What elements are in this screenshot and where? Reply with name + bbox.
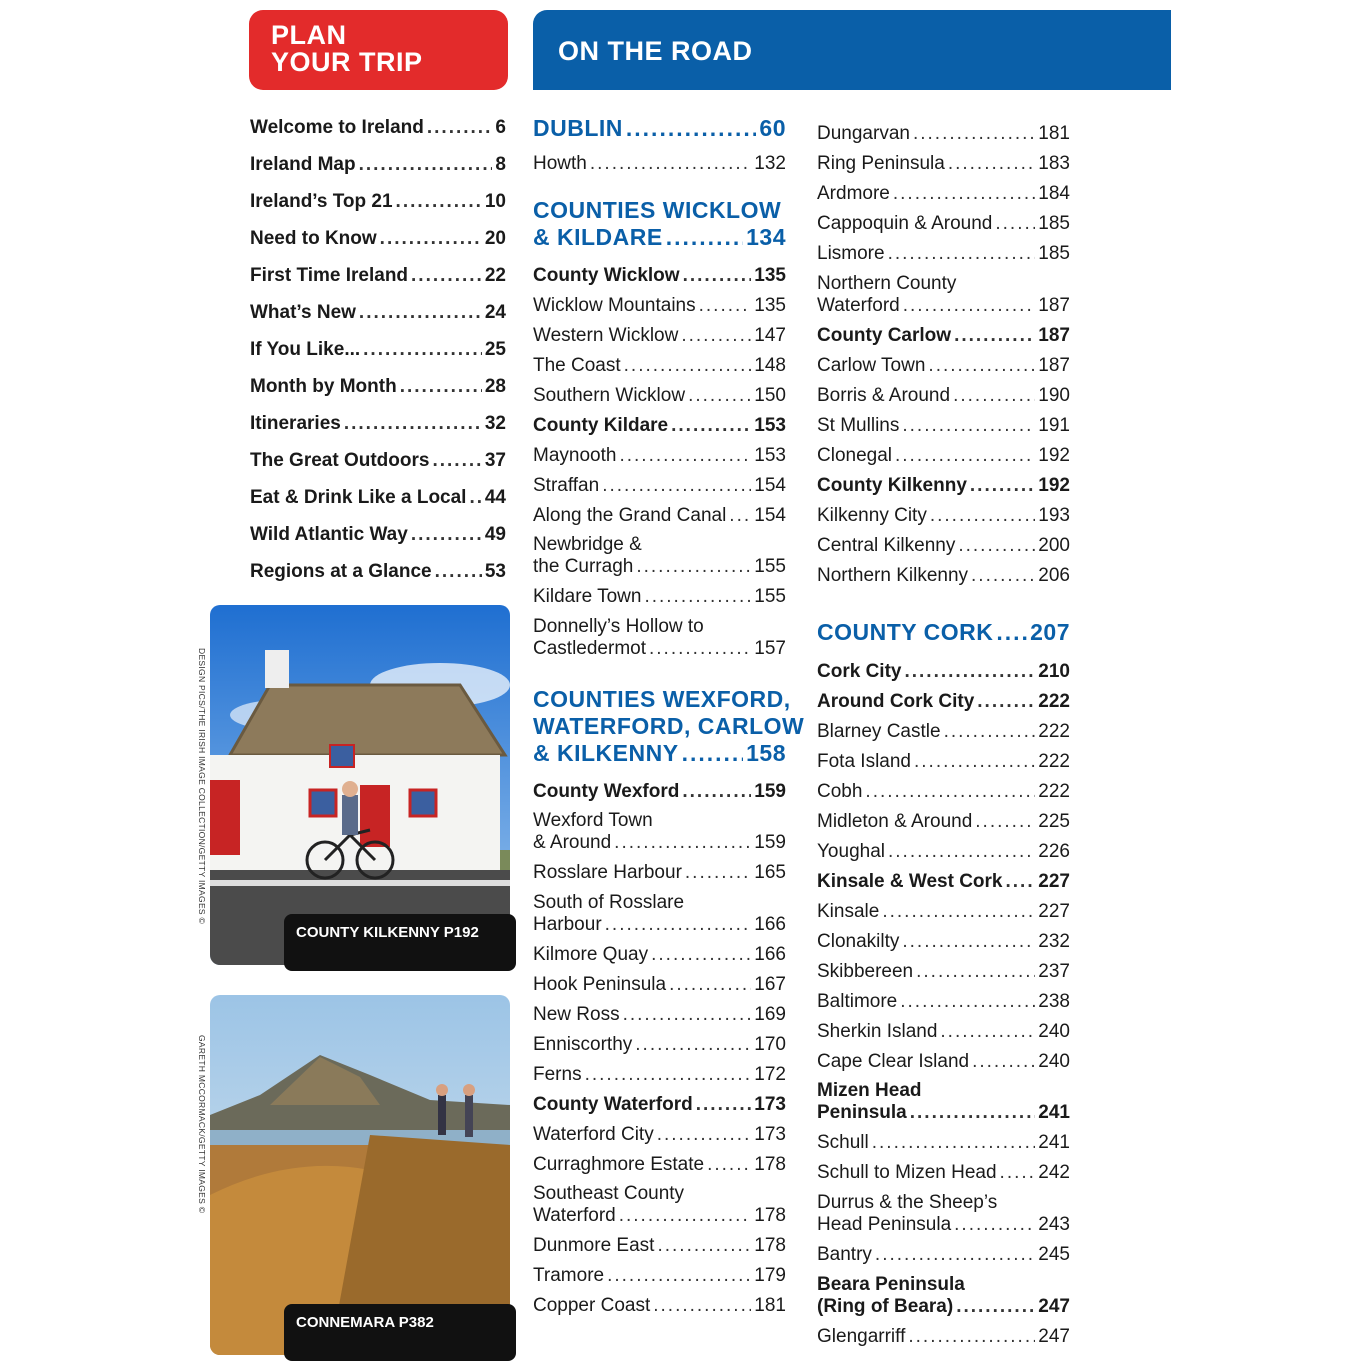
toc-entry-bantry: Bantry ..... 245 <box>817 1236 1070 1266</box>
toc-entry-enniscorthy: Enniscorthy ..... 170 <box>533 1026 786 1056</box>
toc-entry-newbridge: Newbridge & the Curragh ..... 155 <box>533 534 786 578</box>
toc-entry-wicklow-mountains: Wicklow Mountains ..... 135 <box>533 287 786 317</box>
toc-entry-rosslare: Rosslare Harbour ..... 165 <box>533 854 786 884</box>
connemara-photo-svg <box>210 995 510 1355</box>
toc-entry-ring-peninsula: Ring Peninsula ..... 183 <box>817 145 1070 175</box>
photo-caption-connemara: CONNEMARA P382 <box>284 1304 516 1361</box>
toc-entry-cappoquin-around: Cappoquin & Around ..... 185 <box>817 205 1070 235</box>
toc-entry-county-wicklow: County Wicklow ..... 135 <box>533 257 786 287</box>
plan-your-trip-banner <box>249 10 508 90</box>
toc-entry-schull: Schull ..... 241 <box>817 1124 1070 1154</box>
toc-entry-waterford-city: Waterford City ..... 173 <box>533 1116 786 1146</box>
region-wicklow-kildare: COUNTIES WICKLOW & KILDARE ..... 134 <box>533 197 786 251</box>
toc-entry-schull-to-mizen-head: Schull to Mizen Head ..... 242 <box>817 1154 1070 1184</box>
toc-entry-kinsale: Kinsale ..... 227 <box>817 893 1070 923</box>
toc-entry-skibbereen: Skibbereen ..... 237 <box>817 953 1070 983</box>
toc-entry-cape-clear-island: Cape Clear Island ..... 240 <box>817 1043 1070 1073</box>
toc-entry-ireland-s-top-21: Ireland’s Top 21 ..... 10 <box>250 183 506 220</box>
toc-entry-kilmore-quay: Kilmore Quay ..... 166 <box>533 936 786 966</box>
toc-entry-northern-kilkenny: Northern Kilkenny ..... 206 <box>817 557 1070 587</box>
toc-entry-lismore: Lismore ..... 185 <box>817 235 1070 265</box>
toc-entry-southeast-waterford: Southeast County Waterford ..... 178 <box>533 1183 786 1227</box>
photo-caption-kilkenny: COUNTY KILKENNY P192 <box>284 914 516 971</box>
toc-entry-along-the-grand-canal: Along the Grand Canal ..... 154 <box>533 497 786 527</box>
toc-entry-regions-at-a-glance: Regions at a Glance ..... 53 <box>250 553 506 590</box>
toc-entry-if-you-like: If You Like... ..... 25 <box>250 331 506 368</box>
toc-entry-need-to-know: Need to Know ..... 20 <box>250 220 506 257</box>
toc-entry-ardmore: Ardmore ..... 184 <box>817 175 1070 205</box>
plan-your-trip-list <box>250 109 506 590</box>
toc-entry-copper-coast: Copper Coast ..... 181 <box>533 1287 786 1317</box>
toc-entry-blarney-castle: Blarney Castle ..... 222 <box>817 713 1070 743</box>
toc-entry-clonakilty: Clonakilty ..... 232 <box>817 923 1070 953</box>
mountain-hikers-photo <box>210 995 510 1355</box>
toc-entry-cork-city: Cork City ..... 210 <box>817 653 1070 683</box>
toc-entry-new-ross: New Ross ..... 169 <box>533 996 786 1026</box>
region-county-cork: COUNTY CORK ..... 207 <box>817 619 1070 653</box>
toc-entry-youghal: Youghal ..... 226 <box>817 833 1070 863</box>
toc-entry-county-wexford: County Wexford ..... 159 <box>533 773 786 803</box>
toc-entry-kinsale-west-cork: Kinsale & West Cork ..... 227 <box>817 863 1070 893</box>
thatched-cottage-cyclist-photo <box>210 605 510 965</box>
toc-entry-ferns: Ferns ..... 172 <box>533 1056 786 1086</box>
toc-entry-donnelly: Donnelly’s Hollow to Castledermot ..... 157 <box>533 616 786 660</box>
toc-entry-what-s-new: What’s New ..... 24 <box>250 294 506 331</box>
toc-entry-around-cork-city: Around Cork City ..... 222 <box>817 683 1070 713</box>
toc-entry-western-wicklow: Western Wicklow ..... 147 <box>533 317 786 347</box>
toc-entry-clonegal: Clonegal ..... 192 <box>817 437 1070 467</box>
toc-entry-first-time-ireland: First Time Ireland ..... 22 <box>250 257 506 294</box>
toc-entry-borris-around: Borris & Around ..... 190 <box>817 377 1070 407</box>
toc-entry-glengarriff: Glengarriff ..... 247 <box>817 1318 1070 1348</box>
toc-entry-northern-waterford: Northern County Waterford ..... 187 <box>817 273 1070 317</box>
photo-credit-kilkenny: DESIGN PICS/THE IRISH IMAGE COLLECTION/GETTY IMAGES © <box>197 648 207 925</box>
toc-entry-south-rosslare: South of Rosslare Harbour ..... 166 <box>533 892 786 936</box>
toc-entry-baltimore: Baltimore ..... 238 <box>817 983 1070 1013</box>
toc-entry-mizen-head: Mizen Head Peninsula ..... 241 <box>817 1080 1070 1124</box>
toc-entry-ireland-map: Ireland Map ..... 8 <box>250 146 506 183</box>
toc-entry-st-mullins: St Mullins ..... 191 <box>817 407 1070 437</box>
toc-entry-durrus: Durrus & the Sheep’s Head Peninsula ..... 243 <box>817 1192 1070 1236</box>
toc-entry-sherkin-island: Sherkin Island ..... 240 <box>817 1013 1070 1043</box>
toc-entry-the-great-outdoors: The Great Outdoors ..... 37 <box>250 442 506 479</box>
toc-entry-month-by-month: Month by Month ..... 28 <box>250 368 506 405</box>
toc-entry-kildare-town: Kildare Town ..... 155 <box>533 578 786 608</box>
toc-entry-county-carlow: County Carlow ..... 187 <box>817 317 1070 347</box>
toc-entry-the-coast: The Coast ..... 148 <box>533 347 786 377</box>
toc-entry-beara: Beara Peninsula (Ring of Beara) ..... 247 <box>817 1274 1070 1318</box>
toc-entry-county-kilkenny: County Kilkenny ..... 192 <box>817 467 1070 497</box>
on-the-road-banner <box>533 10 1171 90</box>
toc-entry-carlow-town: Carlow Town ..... 187 <box>817 347 1070 377</box>
region-dublin: DUBLIN ..... 60 <box>533 115 786 145</box>
toc-entry-curraghmore-estate: Curraghmore Estate ..... 178 <box>533 1146 786 1176</box>
toc-entry-fota-island: Fota Island ..... 222 <box>817 743 1070 773</box>
toc-entry-howth: Howth ..... 132 <box>533 145 786 175</box>
plan-banner-line2: YOUR TRIP <box>271 47 423 77</box>
cottage-photo-svg <box>210 605 510 965</box>
toc-entry-kilkenny-city: Kilkenny City ..... 193 <box>817 497 1070 527</box>
toc-entry-itineraries: Itineraries ..... 32 <box>250 405 506 442</box>
toc-entry-central-kilkenny: Central Kilkenny ..... 200 <box>817 527 1070 557</box>
toc-entry-wild-atlantic-way: Wild Atlantic Way ..... 49 <box>250 516 506 553</box>
toc-entry-county-kildare: County Kildare ..... 153 <box>533 407 786 437</box>
toc-entry-straffan: Straffan ..... 154 <box>533 467 786 497</box>
toc-entry-wexford-town: Wexford Town & Around ..... 159 <box>533 810 786 854</box>
on-the-road-title: ON THE ROAD <box>558 36 753 66</box>
on-the-road-column-2 <box>817 115 1070 1348</box>
toc-entry-dungarvan: Dungarvan ..... 181 <box>817 115 1070 145</box>
on-the-road-column-1 <box>533 115 805 1317</box>
toc-entry-southern-wicklow: Southern Wicklow ..... 150 <box>533 377 786 407</box>
toc-entry-dunmore-east: Dunmore East ..... 178 <box>533 1227 786 1257</box>
toc-entry-midleton-around: Midleton & Around ..... 225 <box>817 803 1070 833</box>
toc-entry-county-waterford: County Waterford ..... 173 <box>533 1086 786 1116</box>
plan-banner-line1: PLAN <box>271 20 347 50</box>
toc-entry-welcome-to-ireland: Welcome to Ireland ..... 6 <box>250 109 506 146</box>
toc-entry-cobh: Cobh ..... 222 <box>817 773 1070 803</box>
toc-entry-eat-drink-like-a-local: Eat & Drink Like a Local ..... 44 <box>250 479 506 516</box>
toc-entry-tramore: Tramore ..... 179 <box>533 1257 786 1287</box>
toc-entry-hook-peninsula: Hook Peninsula ..... 167 <box>533 966 786 996</box>
photo-credit-connemara: GARETH MCCORMACK/GETTY IMAGES © <box>197 1035 207 1214</box>
toc-entry-maynooth: Maynooth ..... 153 <box>533 437 786 467</box>
region-wexford-waterford-carlow-kilkenny: COUNTIES WEXFORD, WATERFORD, CARLOW & KILKENNY ..... 158 <box>533 686 786 767</box>
